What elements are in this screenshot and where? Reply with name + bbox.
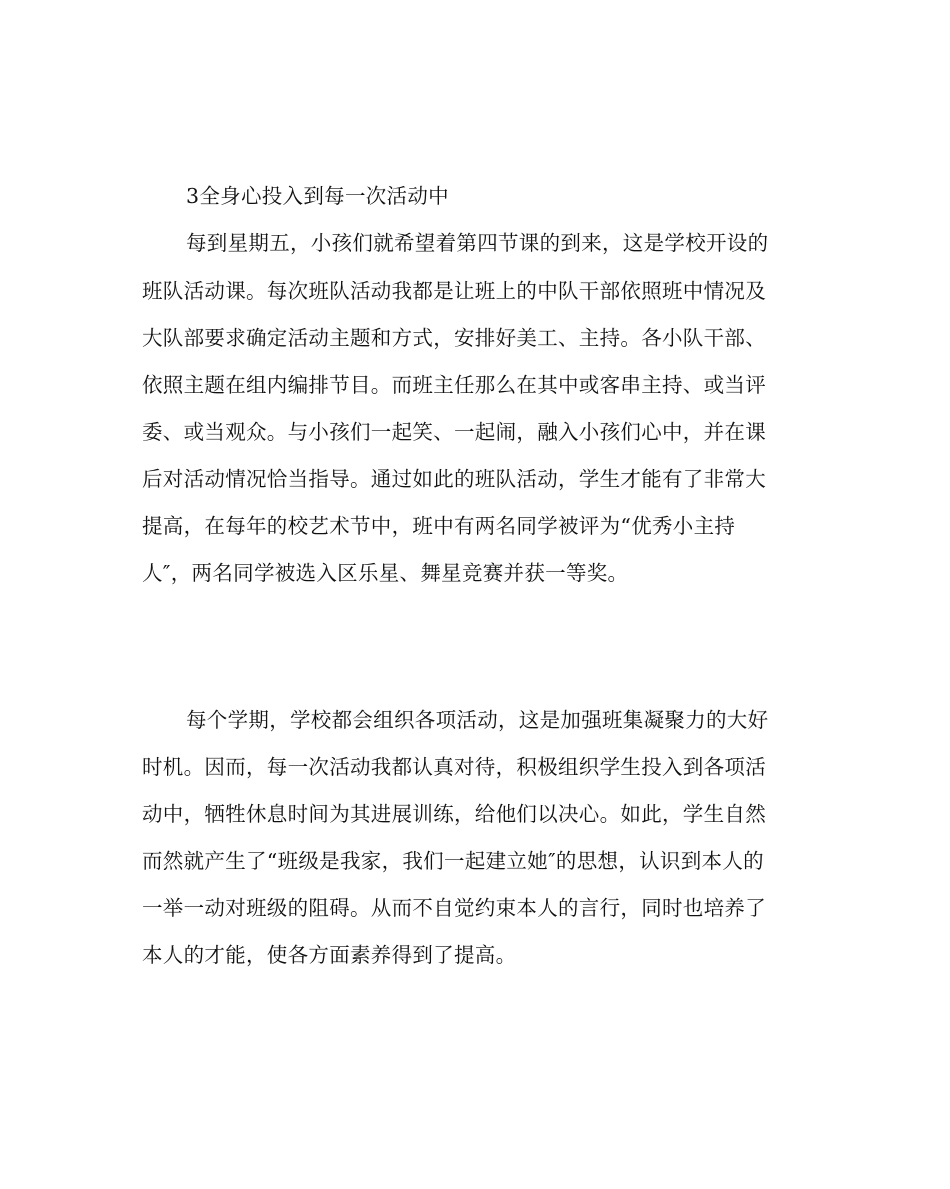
paragraph-2-line: 动中，牺牲休息时间为其进展训练，给他们以决心。如此，学生自然 [142, 802, 766, 826]
paragraph-1-line: 大队部要求确定活动主题和方式，安排好美工、主持。各小队干部、 [142, 326, 766, 350]
paragraph-2-line: 一举一动对班级的阻碍。从而不自觉约束本人的言行，同时也培养了 [142, 896, 766, 920]
section-heading: 3全身心投入到每一次活动中 [186, 184, 449, 208]
paragraph-2-line: 而然就产生了“班级是我家，我们一起建立她″的思想，认识到本人的 [142, 849, 764, 873]
paragraph-1-line: 每到星期五，小孩们就希望着第四节课的到来，这是学校开设的 [186, 231, 769, 255]
paragraph-2-line: 本人的才能，使各方面素养得到了提高。 [142, 943, 517, 967]
paragraph-1-line: 班队活动课。每次班队活动我都是让班上的中队干部依照班中情况及 [142, 279, 766, 303]
paragraph-1-line: 后对活动情况恰当指导。通过如此的班队活动，学生才能有了非常大 [142, 467, 766, 491]
paragraph-1-line: 委、或当观众。与小孩们一起笑、一起闹，融入小孩们心中，并在课 [142, 420, 766, 444]
paragraph-1-line: 提高，在每年的校艺术节中，班中有两名同学被评为“优秀小主持 [142, 514, 736, 538]
paragraph-2-line: 时机。因而，每一次活动我都认真对待，积极组织学生投入到各项活 [142, 755, 766, 779]
paragraph-2-line: 每个学期，学校都会组织各项活动，这是加强班集凝聚力的大好 [186, 708, 769, 732]
paragraph-1-line: 人″，两名同学被选入区乐星、舞星竞赛并获一等奖。 [142, 561, 629, 585]
paragraph-1-line: 依照主题在组内编排节目。而班主任那么在其中或客串主持、或当评 [142, 373, 766, 397]
